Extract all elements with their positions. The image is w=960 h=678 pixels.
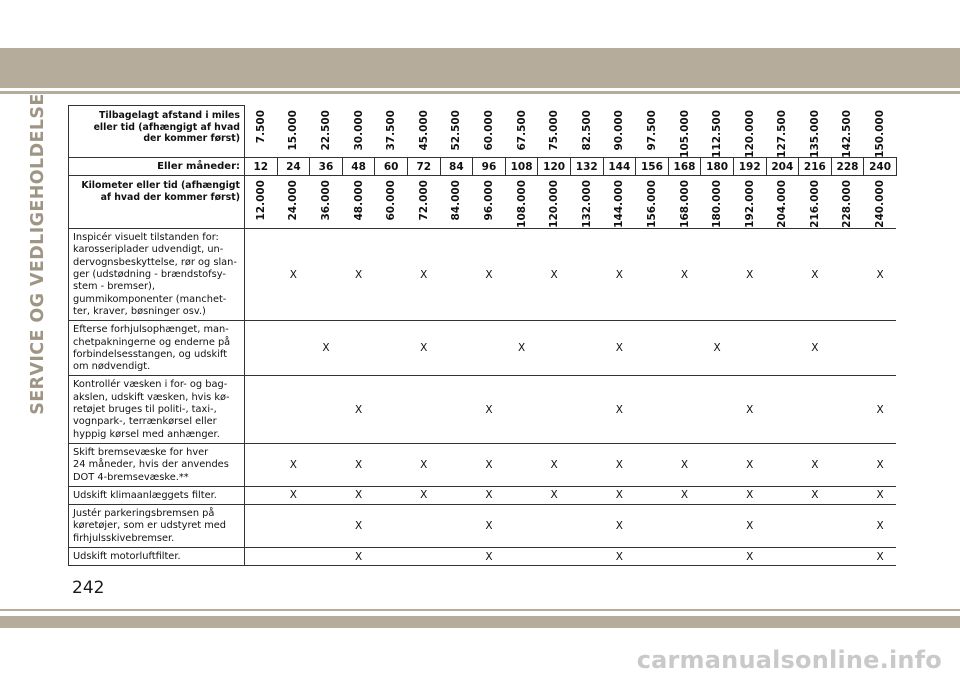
service-description — [69, 229, 245, 321]
service-mark — [375, 376, 408, 443]
service-mark: X — [342, 486, 375, 504]
footer-rule — [0, 609, 960, 611]
service-mark — [310, 486, 343, 504]
description-line: Kontrollér væsken i for- og bag- — [73, 379, 228, 391]
service-mark — [505, 443, 538, 486]
service-mark: X — [603, 486, 636, 504]
miles-value: 45.000 — [417, 109, 430, 151]
km-value: 144.000 — [613, 180, 626, 229]
service-mark: X — [864, 376, 897, 443]
miles-cell — [864, 106, 897, 158]
service-mark — [766, 443, 799, 486]
service-row — [69, 443, 897, 486]
km-value: 180.000 — [711, 180, 724, 229]
description-line: firhjulsskivebremser. — [73, 532, 175, 544]
service-mark — [766, 229, 799, 321]
months-value: 108 — [505, 158, 538, 176]
section-side-label — [28, 93, 48, 415]
months-value: 156 — [636, 158, 669, 176]
miles-value: 22.500 — [319, 109, 332, 151]
service-mark — [407, 376, 440, 443]
km-cell — [799, 176, 832, 229]
service-mark: X — [864, 229, 897, 321]
service-mark: X — [603, 229, 636, 321]
page-number: 242 — [72, 578, 105, 598]
service-mark: X — [701, 321, 734, 376]
maintenance-schedule-table — [68, 105, 897, 566]
description-line: køretøjer, som er udstyret med — [73, 520, 227, 532]
km-cell — [277, 176, 310, 229]
miles-value: 67.500 — [515, 109, 528, 151]
service-mark: X — [473, 229, 506, 321]
km-cell — [310, 176, 343, 229]
km-value: 84.000 — [450, 180, 463, 221]
miles-cell — [342, 106, 375, 158]
service-mark: X — [603, 321, 636, 376]
service-mark — [701, 376, 734, 443]
miles-cell — [310, 106, 343, 158]
service-mark — [636, 486, 669, 504]
service-mark: X — [538, 486, 571, 504]
description-line: Inspicér visuelt tilstanden for: — [73, 232, 219, 244]
service-mark: X — [538, 229, 571, 321]
km-cell — [603, 176, 636, 229]
service-mark: X — [603, 505, 636, 548]
service-mark: X — [864, 547, 897, 565]
months-value: 144 — [603, 158, 636, 176]
service-mark: X — [799, 486, 832, 504]
miles-cell — [407, 106, 440, 158]
description-line: Udskift motorluftfilter. — [73, 550, 181, 562]
km-cell — [375, 176, 408, 229]
description-line: 24 måneder, hvis der anvendes — [73, 459, 229, 471]
service-mark — [245, 547, 278, 565]
service-mark — [831, 321, 864, 376]
miles-value: 37.500 — [385, 109, 398, 151]
miles-row — [69, 106, 897, 158]
service-mark — [570, 547, 603, 565]
service-mark — [245, 376, 278, 443]
service-mark: X — [473, 486, 506, 504]
description-line: akslen, udskift væsken, hvis kø- — [73, 391, 230, 403]
service-mark — [375, 547, 408, 565]
service-mark — [831, 376, 864, 443]
service-mark — [505, 376, 538, 443]
service-mark: X — [538, 443, 571, 486]
km-cell — [245, 176, 278, 229]
service-mark — [831, 505, 864, 548]
months-value: 204 — [766, 158, 799, 176]
service-mark — [766, 505, 799, 548]
description-line: chetpakningerne og enderne på — [73, 336, 231, 348]
service-mark — [310, 376, 343, 443]
miles-value: 82.500 — [580, 109, 593, 151]
service-mark — [570, 486, 603, 504]
service-mark — [277, 321, 310, 376]
service-mark — [668, 505, 701, 548]
service-mark — [701, 443, 734, 486]
service-mark — [440, 376, 473, 443]
miles-value: 90.000 — [613, 109, 626, 151]
km-value: 108.000 — [515, 180, 528, 229]
service-mark — [636, 321, 669, 376]
km-value: 132.000 — [580, 180, 593, 229]
service-mark: X — [310, 321, 343, 376]
service-mark: X — [864, 443, 897, 486]
service-description — [69, 443, 245, 486]
months-value: 216 — [799, 158, 832, 176]
service-mark: X — [473, 443, 506, 486]
service-mark — [766, 486, 799, 504]
service-mark: X — [473, 376, 506, 443]
service-mark: X — [668, 486, 701, 504]
miles-cell — [570, 106, 603, 158]
service-mark: X — [733, 376, 766, 443]
description-line: vognpark-, terrænkørsel eller — [73, 416, 217, 428]
service-description — [69, 376, 245, 443]
service-mark — [375, 229, 408, 321]
service-mark — [375, 321, 408, 376]
miles-cell — [733, 106, 766, 158]
miles-cell — [440, 106, 473, 158]
service-mark — [831, 486, 864, 504]
service-mark — [701, 486, 734, 504]
miles-value: 60.000 — [482, 109, 495, 151]
service-mark — [570, 229, 603, 321]
km-cell — [733, 176, 766, 229]
miles-cell — [701, 106, 734, 158]
km-cell — [407, 176, 440, 229]
service-mark: X — [505, 321, 538, 376]
service-mark — [766, 547, 799, 565]
months-value: 96 — [473, 158, 506, 176]
service-mark — [864, 321, 897, 376]
km-value: 168.000 — [678, 180, 691, 229]
service-mark: X — [342, 229, 375, 321]
service-mark: X — [799, 321, 832, 376]
description-line: om nødvendigt. — [73, 361, 151, 373]
km-value: 204.000 — [776, 180, 789, 229]
service-mark — [799, 505, 832, 548]
service-description — [69, 505, 245, 548]
months-value: 84 — [440, 158, 473, 176]
service-row — [69, 376, 897, 443]
miles-cell — [766, 106, 799, 158]
months-value: 132 — [570, 158, 603, 176]
description-line: dervognsbeskyttelse, rør og slan- — [73, 256, 237, 268]
service-mark: X — [407, 486, 440, 504]
service-mark — [668, 547, 701, 565]
km-value: 216.000 — [808, 180, 821, 229]
description-line: hyppig kørsel med anhænger. — [73, 428, 220, 440]
service-mark — [375, 443, 408, 486]
service-mark — [440, 321, 473, 376]
service-mark: X — [473, 505, 506, 548]
miles-cell — [668, 106, 701, 158]
service-mark: X — [342, 505, 375, 548]
km-value: 120.000 — [548, 180, 561, 229]
watermark: carmanualsonline.info — [636, 646, 942, 674]
service-description — [69, 321, 245, 376]
service-row — [69, 229, 897, 321]
service-mark — [440, 229, 473, 321]
miles-value: 112.500 — [711, 109, 724, 158]
service-mark — [766, 321, 799, 376]
months-header: Eller måneder: — [69, 158, 245, 176]
miles-value: 30.000 — [352, 109, 365, 151]
miles-cell — [636, 106, 669, 158]
service-mark — [505, 547, 538, 565]
service-mark — [505, 505, 538, 548]
service-mark: X — [407, 321, 440, 376]
km-value: 156.000 — [645, 180, 658, 229]
km-cell — [538, 176, 571, 229]
service-mark — [277, 505, 310, 548]
service-mark — [310, 229, 343, 321]
service-mark — [831, 229, 864, 321]
service-mark: X — [277, 486, 310, 504]
service-mark: X — [733, 505, 766, 548]
service-mark — [766, 376, 799, 443]
service-mark: X — [864, 505, 897, 548]
service-mark — [440, 547, 473, 565]
service-mark — [277, 547, 310, 565]
km-cell — [636, 176, 669, 229]
months-value: 36 — [310, 158, 343, 176]
miles-value: 127.500 — [776, 109, 789, 158]
km-cell — [766, 176, 799, 229]
miles-cell — [538, 106, 571, 158]
section-side-label-text: SERVICE OG VEDLIGEHOLDELSE — [28, 93, 48, 415]
service-mark — [668, 321, 701, 376]
months-value: 240 — [864, 158, 897, 176]
service-mark — [375, 505, 408, 548]
miles-cell — [277, 106, 310, 158]
months-row — [69, 158, 897, 176]
service-mark — [570, 505, 603, 548]
service-row — [69, 505, 897, 548]
service-mark — [570, 376, 603, 443]
miles-value: 75.000 — [548, 109, 561, 151]
service-mark: X — [668, 443, 701, 486]
miles-cell — [831, 106, 864, 158]
km-cell — [831, 176, 864, 229]
miles-cell — [603, 106, 636, 158]
description-line: stem - bremser), — [73, 281, 155, 293]
service-description — [69, 547, 245, 565]
service-mark — [799, 376, 832, 443]
service-mark: X — [799, 443, 832, 486]
service-mark: X — [733, 547, 766, 565]
service-mark: X — [733, 443, 766, 486]
km-cell — [864, 176, 897, 229]
service-mark — [505, 229, 538, 321]
km-cell — [570, 176, 603, 229]
header-band — [0, 48, 960, 88]
months-value: 120 — [538, 158, 571, 176]
description-line: ter, kraver, bøsninger osv.) — [73, 305, 206, 317]
km-cell — [342, 176, 375, 229]
description-line: karosseriplader udvendigt, un- — [73, 244, 224, 256]
service-mark: X — [733, 486, 766, 504]
service-mark: X — [603, 376, 636, 443]
km-cell — [473, 176, 506, 229]
service-mark — [407, 547, 440, 565]
service-mark — [538, 505, 571, 548]
service-mark — [636, 443, 669, 486]
description-line: ger (udstødning - brændstofsy- — [73, 269, 226, 281]
km-value: 240.000 — [874, 180, 887, 229]
description-line: Justér parkeringsbremsen på — [73, 508, 215, 520]
miles-cell — [799, 106, 832, 158]
km-cell — [668, 176, 701, 229]
service-mark — [245, 486, 278, 504]
service-mark — [310, 547, 343, 565]
months-value: 72 — [407, 158, 440, 176]
km-cell — [505, 176, 538, 229]
service-mark — [701, 229, 734, 321]
service-mark: X — [407, 229, 440, 321]
miles-value: 150.000 — [874, 109, 887, 158]
description-line: retøjet bruges til politi-, taxi-, — [73, 404, 217, 416]
service-mark — [505, 486, 538, 504]
km-cell — [701, 176, 734, 229]
service-mark: X — [799, 229, 832, 321]
description-line: gummikomponenter (manchet- — [73, 293, 227, 305]
service-mark — [277, 376, 310, 443]
miles-cell — [375, 106, 408, 158]
service-mark — [310, 443, 343, 486]
km-value: 24.000 — [287, 180, 300, 221]
service-mark — [538, 547, 571, 565]
miles-cell — [505, 106, 538, 158]
service-mark — [245, 443, 278, 486]
service-mark: X — [668, 229, 701, 321]
service-mark: X — [342, 443, 375, 486]
miles-value: 97.500 — [645, 109, 658, 151]
service-row — [69, 547, 897, 565]
months-value: 192 — [733, 158, 766, 176]
description-line: Skift bremsevæske for hver — [73, 446, 209, 458]
miles-value: 135.000 — [808, 109, 821, 158]
service-mark — [701, 547, 734, 565]
service-mark — [701, 505, 734, 548]
months-value: 168 — [668, 158, 701, 176]
service-mark — [538, 376, 571, 443]
service-mark: X — [342, 547, 375, 565]
miles-header: Tilbagelagt afstand i miles eller tid (afhængigt af hvad der kommer først) — [69, 106, 245, 158]
header-rule — [0, 91, 960, 94]
service-mark — [831, 547, 864, 565]
description-line: Efterse forhjulsophænget, man- — [73, 324, 229, 336]
miles-value: 52.500 — [450, 109, 463, 151]
service-mark: X — [407, 443, 440, 486]
service-description — [69, 486, 245, 504]
service-mark — [245, 229, 278, 321]
miles-cell — [473, 106, 506, 158]
km-value: 36.000 — [319, 180, 332, 221]
miles-value: 142.500 — [841, 109, 854, 158]
service-mark — [799, 547, 832, 565]
description-line: Udskift klimaanlæggets filter. — [73, 489, 217, 501]
service-mark — [473, 321, 506, 376]
service-mark — [570, 321, 603, 376]
service-mark — [407, 505, 440, 548]
description-line: forbindelsesstangen, og udskift — [73, 348, 228, 360]
miles-value: 15.000 — [287, 109, 300, 151]
service-mark — [440, 505, 473, 548]
miles-value: 105.000 — [678, 109, 691, 158]
km-value: 12.000 — [255, 180, 268, 221]
km-cell — [440, 176, 473, 229]
service-mark — [668, 376, 701, 443]
service-mark — [636, 229, 669, 321]
miles-cell — [245, 106, 278, 158]
service-mark: X — [342, 376, 375, 443]
footer-band — [0, 616, 960, 628]
service-mark: X — [733, 229, 766, 321]
service-mark — [570, 443, 603, 486]
km-value: 96.000 — [482, 180, 495, 221]
km-value: 48.000 — [352, 180, 365, 221]
service-mark — [375, 486, 408, 504]
months-value: 48 — [342, 158, 375, 176]
service-mark — [310, 505, 343, 548]
km-value: 72.000 — [417, 180, 430, 221]
months-value: 60 — [375, 158, 408, 176]
service-mark — [733, 321, 766, 376]
service-mark — [636, 547, 669, 565]
service-mark — [342, 321, 375, 376]
service-mark — [831, 443, 864, 486]
km-header: Kilometer eller tid (afhængigt af hvad der kommer først) — [69, 176, 245, 229]
months-value: 12 — [245, 158, 278, 176]
km-value: 192.000 — [743, 180, 756, 229]
service-row — [69, 321, 897, 376]
km-value: 228.000 — [841, 180, 854, 229]
service-mark — [538, 321, 571, 376]
service-row — [69, 486, 897, 504]
service-mark — [245, 321, 278, 376]
miles-value: 7.500 — [255, 109, 268, 143]
service-mark: X — [277, 443, 310, 486]
service-mark: X — [603, 443, 636, 486]
service-mark: X — [864, 486, 897, 504]
description-line: DOT 4-bremsevæske.** — [73, 471, 189, 483]
service-mark — [440, 443, 473, 486]
service-mark — [636, 376, 669, 443]
months-value: 24 — [277, 158, 310, 176]
service-mark: X — [603, 547, 636, 565]
service-mark — [636, 505, 669, 548]
service-mark: X — [473, 547, 506, 565]
km-value: 60.000 — [385, 180, 398, 221]
service-mark: X — [277, 229, 310, 321]
months-value: 180 — [701, 158, 734, 176]
miles-value: 120.000 — [743, 109, 756, 158]
km-row — [69, 176, 897, 229]
service-mark — [245, 505, 278, 548]
service-mark — [440, 486, 473, 504]
months-value: 228 — [831, 158, 864, 176]
